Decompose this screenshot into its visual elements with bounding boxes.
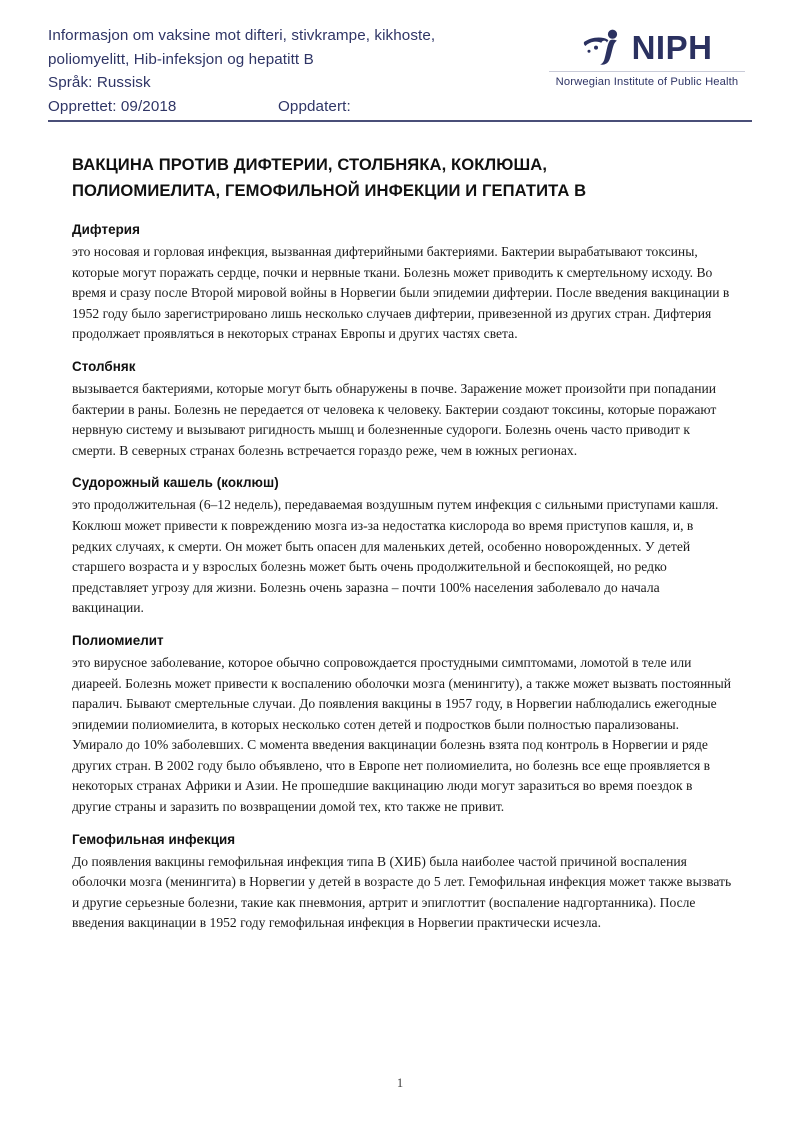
section-heading: Судорожный кашель (коклюш) bbox=[72, 475, 279, 491]
dates-row bbox=[48, 95, 518, 119]
page-title: ВАКЦИНА ПРОТИВ ДИФТЕРИИ, СТОЛБНЯКА, КОКЛЮША, ПОЛИОМИЕЛИТА, ГЕМОФИЛЬНОЙ ИНФЕКЦИИ И ГЕПАТИТА В bbox=[72, 155, 587, 200]
section-heading: Гемофильная инфекция bbox=[72, 831, 236, 847]
section-heading: Полиомиелит bbox=[72, 632, 164, 648]
logo-top-row bbox=[582, 28, 713, 66]
niph-wordmark: NIPH bbox=[631, 28, 713, 66]
document-body bbox=[72, 152, 732, 948]
section-gemofilnaya-infekciya bbox=[72, 832, 732, 934]
niph-figure-icon bbox=[582, 28, 624, 66]
section-poliomielit bbox=[72, 633, 732, 818]
niph-logo bbox=[542, 24, 752, 88]
section-paragraph: вызывается бактериями, которые могут быть обнаружены в почве. Заражение может произойти при попадании бактерии в раны. Болезнь не передается от человека к человеку. Бактерии создают токсины, которые поражают нервную систему и вызывают ригидность мышц и болезненные судороги. Болезнь очень часто приводит к смерти. В северных странах болезнь встречается гораздо реже, чем в южных регионах. bbox=[72, 380, 717, 458]
section-paragraph: это вирусное заболевание, которое обычно сопровождается простудными симптомами, ломотой в теле или диареей. Болезнь может привести к воспалению оболочки мозга (менингиту), а также может вызвать постоянный паралич. Бывают смертельные случаи. До появления вакцины в 1957 году, в Норвегии наблюдались ежегодные эпидемии полиомиелита, в которых несколько сотен детей и подростков были полностью парализованы. Умирало до 10% заболевших. С момента введения вакцинации болезнь взята под контроль в Норвегии и ряде других стран. В 2002 году было объявлено, что в Европе нет полиомиелита, но болезнь все еще проявляется в некоторых странах Африки и Азии. Не прошедшие вакцинацию люди могут заразиться во время поездок в другие страны и заразить по возвращении домой тех, кто также не привит. bbox=[72, 654, 731, 815]
header-separator-rule bbox=[48, 120, 752, 122]
document-header bbox=[48, 24, 752, 118]
section-paragraph: это носовая и горловая инфекция, вызванная дифтерийными бактериями. Бактерии вырабатывают токсины, которые могут поражать сердце, почки и нервные ткани. Болезнь может приводить к смертельному исходу. Во время и сразу после Второй мировой войны в Норвегии были эпидемии дифтерии. После введения вакцинации в 1952 году было зарегистрировано лишь несколько случаев дифтерии, привезенной из других стран. Дифтерия продолжает проявляться в некоторых странах Европы и других частях света. bbox=[72, 244, 730, 342]
section-koklyush bbox=[72, 475, 732, 619]
document-title-line-2: poliomyelitt, Hib-infeksjon og hepatitt B bbox=[48, 50, 314, 68]
logo-tagline: Norwegian Institute of Public Health bbox=[555, 76, 739, 88]
logo-block bbox=[542, 28, 752, 88]
section-difteriya bbox=[72, 222, 732, 345]
header-metadata bbox=[48, 24, 518, 118]
updated-date: Oppdatert: bbox=[278, 97, 351, 115]
section-paragraph: До появления вакцины гемофильная инфекция типа В (ХИБ) была наиболее частой причиной воспаления оболочки мозга (менингита) в Норвегии у детей в возрасте до 5 лет. Гемофильная инфекция может также вызвать и другие серьезные болезни, такие как пневмония, артрит и эпиглоттит (воспаление надгортанника). После введения вакцинации в 1952 году гемофильная инфекция в Норвегии практически исчезла. bbox=[72, 853, 732, 931]
logo-divider bbox=[549, 71, 745, 72]
section-heading: Дифтерия bbox=[72, 222, 140, 237]
page-footer bbox=[0, 1076, 800, 1091]
page-number: 1 bbox=[396, 1076, 404, 1090]
created-date: Opprettet: 09/2018 bbox=[48, 97, 177, 115]
section-paragraph: это продолжительная (6–12 недель), передаваемая воздушным путем инфекция с сильными приступами кашля. Коклюш может привести к повреждению мозга из-за недостатка кислорода во время приступов кашля, и, в редких случаях, к смерти. Он может быть опасен для маленьких детей, особенно новорожденных. У детей старшего возраста и у взрослых болезнь может быть очень продолжительной и беспокоящей, но редко представляет угрозу для жизни. Болезнь очень заразна – почти 100% населения заболевало до начала вакцинации. bbox=[72, 497, 719, 616]
section-heading: Столбняк bbox=[72, 358, 136, 374]
section-stolbnyak bbox=[72, 359, 732, 461]
language-line: Språk: Russisk bbox=[48, 74, 151, 91]
document-title-line-1: Informasjon om vaksine mot difteri, stivkrampe, kikhoste, bbox=[48, 27, 436, 44]
